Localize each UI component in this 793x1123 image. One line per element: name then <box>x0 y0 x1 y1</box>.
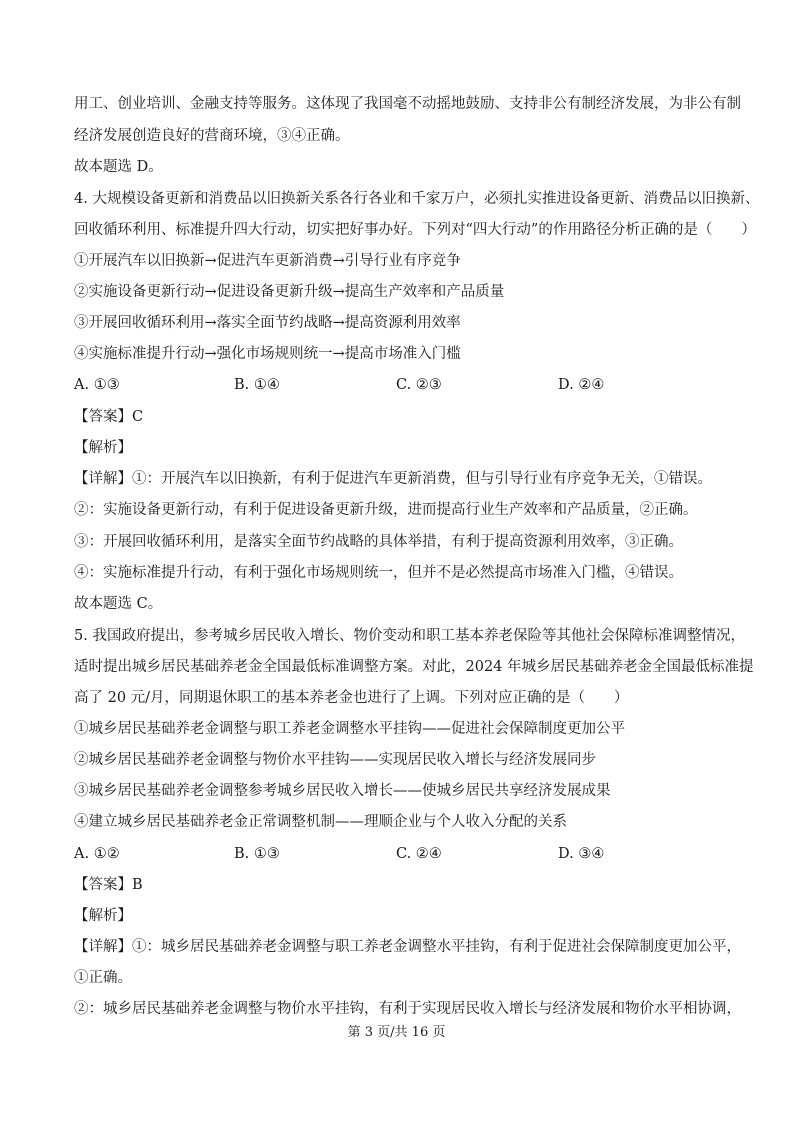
question-5-option-b: B. ①③ <box>234 846 280 862</box>
question-5-stem-line: 高了 20 元/月，同期退休职工的基本养老金也进行了上调。下列对应正确的是（ ） <box>74 690 629 706</box>
page-number-footer: 第 3 页/共 16 页 <box>347 1025 446 1040</box>
question-4-analysis-label: 【解析】 <box>74 440 132 456</box>
question-5-option-a: A. ①② <box>74 846 120 862</box>
question-4-statement: ①开展汽车以旧换新→促进汽车更新消费→引导行业有序竞争 <box>74 253 461 269</box>
question-4-option-b: B. ①④ <box>234 377 280 393</box>
question-4-stem-line: 回收循环利用、标准提升四大行动，切实把好事办好。下列对“四大行动”的作用路径分析正确的是（ ） <box>74 222 756 238</box>
question-4-option-a: A. ①③ <box>74 377 120 393</box>
question-4-statement: ④实施标准提升行动→强化市场规则统一→提高市场准入门槛 <box>74 346 461 362</box>
question-5-statement: ①城乡居民基础养老金调整与职工养老金调整水平挂钩——促进社会保障制度更加公平 <box>74 721 625 737</box>
question-5-stem-line: 5. 我国政府提出，参考城乡居民收入增长、物价变动和职工基本养老保险等其他社会保障标准调整情况， <box>74 628 745 644</box>
question-5-answer: 【答案】B <box>74 877 143 893</box>
question-4-option-d: D. ②④ <box>558 377 605 393</box>
question-4-detail-line: ④：实施标准提升行动，有利于强化市场规则统一，但并不是必然提高市场准入门槛，④错误。 <box>74 565 683 581</box>
question-4-conclusion: 故本题选 C。 <box>74 596 163 612</box>
question-5-detail-line: ②：城乡居民基础养老金调整与物价水平挂钩，有利于实现居民收入增长与经济发展和物价水平相协调， <box>74 1001 741 1017</box>
question-5-stem-line: 适时提出城乡居民基础养老金全国最低标准调整方案。对此，2024 年城乡居民基础养老金全国最低标准提 <box>74 659 754 675</box>
question-4-option-c: C. ②③ <box>396 377 442 393</box>
question-5-detail-line: 【详解】①：城乡居民基础养老金调整与职工养老金调整水平挂钩，有利于促进社会保障制度更加公平， <box>74 939 741 955</box>
question-5-statement: ③城乡居民基础养老金调整参考城乡居民收入增长——使城乡居民共享经济发展成果 <box>74 783 611 799</box>
question-4-statement: ②实施设备更新行动→促进设备更新升级→提高生产效率和产品质量 <box>74 284 505 300</box>
paragraph-line: 经济发展创造良好的营商环境，③④正确。 <box>74 128 350 144</box>
question-4-detail-line: ②：实施设备更新行动，有利于促进设备更新升级，进而提高行业生产效率和产品质量，②正确。 <box>74 502 698 518</box>
question-4-detail-line: ③：开展回收循环利用，是落实全面节约战略的具体举措，有利于提高资源利用效率，③正确。 <box>74 534 683 550</box>
question-5-statement: ④建立城乡居民基础养老金正常调整机制——理顺企业与个人收入分配的关系 <box>74 814 567 830</box>
question-4-detail-line: 【详解】①：开展汽车以旧换新，有利于促进汽车更新消费，但与引导行业有序竞争无关，①错误。 <box>74 471 712 487</box>
question-4-statement: ③开展回收循环利用→落实全面节约战略→提高资源利用效率 <box>74 315 461 331</box>
question-5-option-c: C. ②④ <box>396 846 442 862</box>
question-5-detail-line: ①正确。 <box>74 970 132 986</box>
question-5-statement: ②城乡居民基础养老金调整与物价水平挂钩——实现居民收入增长与经济发展同步 <box>74 752 596 768</box>
question-5-analysis-label: 【解析】 <box>74 908 132 924</box>
question-4-answer: 【答案】C <box>74 409 144 425</box>
question-4-stem-line: 4. 大规模设备更新和消费品以旧换新关系各行各业和千家万户，必须扎实推进设备更新、消费品以旧换新、 <box>74 191 760 207</box>
paragraph-line: 用工、创业培训、金融支持等服务。这体现了我国毫不动摇地鼓励、支持非公有制经济发展，为非公有制 <box>74 96 741 112</box>
paragraph-line: 故本题选 D。 <box>74 159 163 175</box>
question-5-option-d: D. ③④ <box>558 846 605 862</box>
